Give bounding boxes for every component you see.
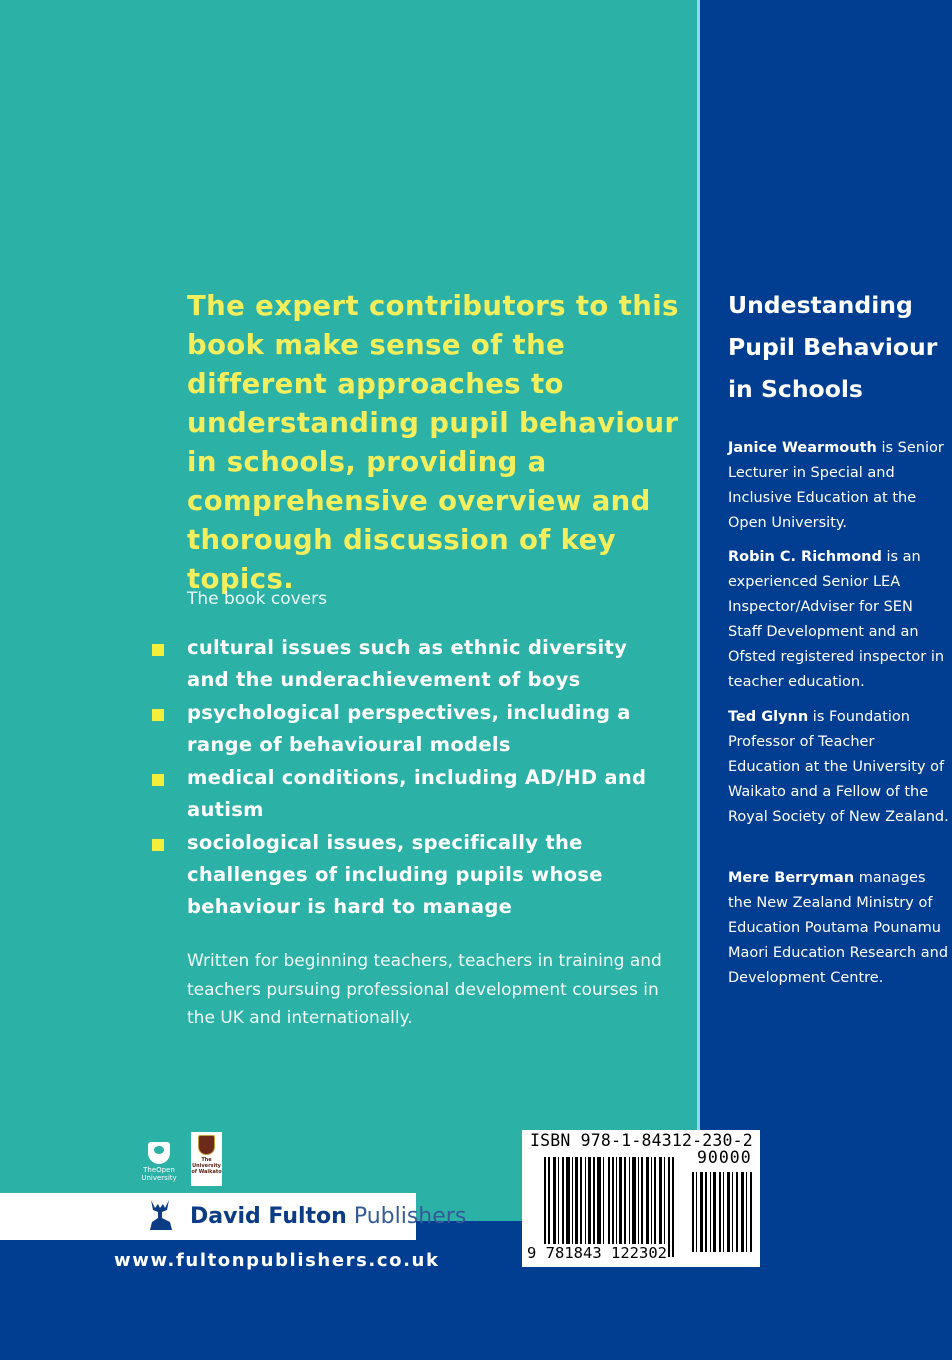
square-bullet-icon (152, 774, 164, 786)
author-bio (728, 545, 950, 695)
square-bullet-icon (152, 839, 164, 851)
isbn-barcode (522, 1130, 760, 1267)
list-item (148, 632, 668, 696)
square-bullet-icon (152, 709, 164, 721)
author-description: is Senior Lecturer in Special and Inclusive Education at the Open University. (728, 440, 944, 531)
bottom-band (0, 1221, 952, 1360)
author-bio (728, 705, 950, 830)
publisher-name-light: Publishers (346, 1204, 467, 1229)
list-item-text: psychological perspectives, including a range of behavioural models (187, 701, 631, 756)
waikato-crest-icon (198, 1135, 215, 1155)
barcode-addon-bars-icon (692, 1172, 755, 1252)
open-university-label: TheOpen University (141, 1166, 177, 1182)
author-bio (728, 436, 950, 536)
author-name: Robin C. Richmond (728, 549, 882, 565)
audience-statement: Written for beginning teachers, teachers in training and teachers pursuing professional development courses in the UK and internationally. (187, 951, 662, 1028)
shield-dot (154, 1146, 164, 1154)
list-item (148, 697, 668, 761)
publisher-deer-icon (146, 1198, 174, 1232)
barcode-addon-number: 90000 (697, 1148, 752, 1167)
list-item-text: sociological issues, specifically the challenges of including pupils whose behaviour is hard to manage (187, 831, 603, 918)
square-bullet-icon (152, 644, 164, 656)
book-title: Undestanding Pupil Behaviour in Schools (728, 291, 938, 403)
publisher-name-bold: David Fulton (190, 1204, 347, 1229)
author-bio (728, 866, 950, 991)
publisher-website[interactable]: www.fultonpublishers.co.uk (114, 1250, 440, 1271)
open-university-logo (138, 1142, 180, 1188)
author-name: Janice Wearmouth (728, 440, 877, 456)
isbn-number: ISBN 978-1-84312-230-2 (530, 1131, 753, 1150)
waikato-label: The University of Waikato (191, 1157, 222, 1175)
list-item-text: medical conditions, including AD/HD and autism (187, 766, 647, 821)
covers-list (148, 632, 668, 924)
ean-number: 9 781843 122302 (527, 1244, 667, 1262)
author-description: is Foundation Professor of Teacher Education at the University of Waikato and a Fellow of the Royal Society of New Zealand. (728, 709, 949, 825)
author-description: is an experienced Senior LEA Inspector/Adviser for SEN Staff Development and an Ofsted registered inspector in teacher education. (728, 549, 945, 690)
publisher-name (190, 1203, 466, 1231)
covers-intro: The book covers (187, 589, 327, 609)
author-name: Ted Glynn (728, 709, 809, 725)
author-name: Mere Berryman (728, 870, 855, 886)
list-item-text: cultural issues such as ethnic diversity and the underachievement of boys (187, 636, 628, 691)
list-item (148, 827, 668, 923)
blurb-headline: The expert contributors to this book make sense of the different approaches to understanding pupil behaviour in schools, providing a comprehensive overview and thorough discussion of key topics. (187, 290, 679, 595)
barcode-main-bars-icon (544, 1157, 678, 1257)
list-item (148, 762, 668, 826)
waikato-logo (191, 1132, 222, 1186)
author-description: manages the New Zealand Ministry of Education Poutama Pounamu Maori Education Research and Development Centre. (728, 870, 949, 986)
